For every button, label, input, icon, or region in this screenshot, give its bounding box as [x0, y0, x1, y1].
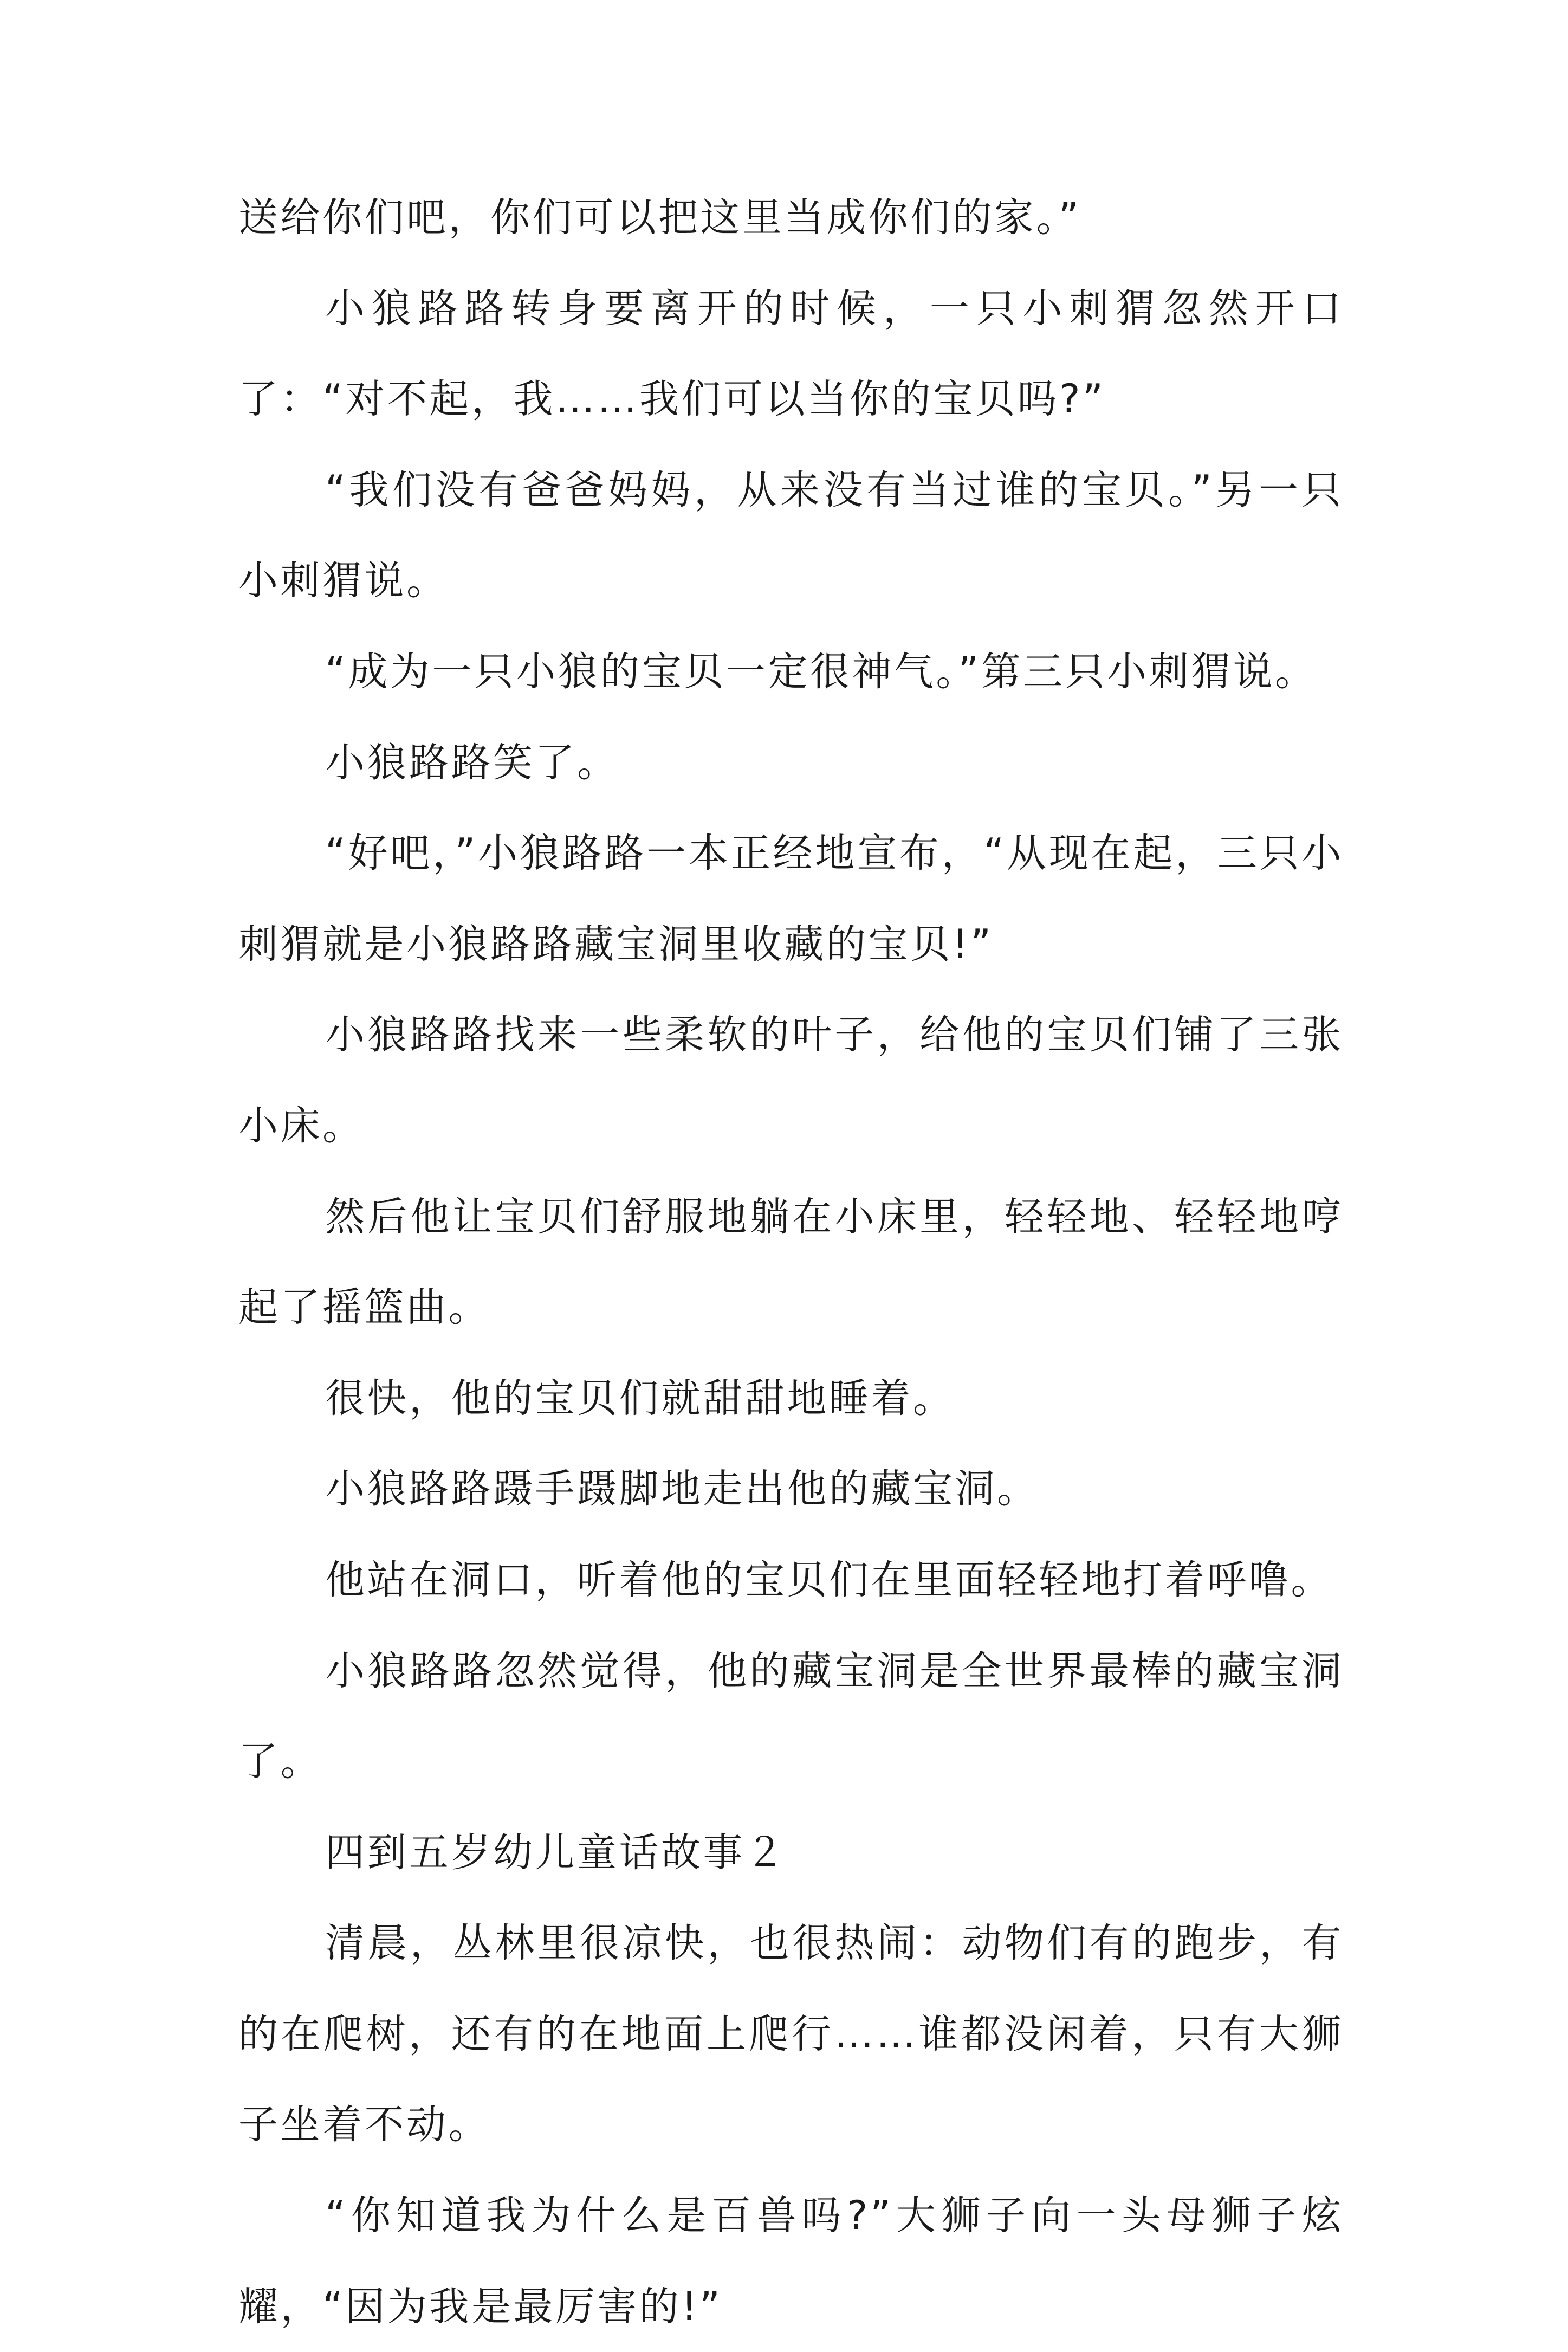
paragraph: 小狼路路找来一些柔软的叶子，给他的宝贝们铺了三张小床。 [238, 1012, 1344, 1149]
paragraph-continuation: 送给你们吧，你们可以把这里当成你们的家。” [238, 195, 1081, 241]
paragraph: 小狼路路忽然觉得，他的藏宝洞是全世界最棒的藏宝洞了。 [238, 1647, 1344, 1785]
paragraph: 小狼路路笑了。 [325, 739, 619, 786]
paragraph: 然后他让宝贝们舒服地躺在小床里，轻轻地、轻轻地哼起了摇篮曲。 [238, 1193, 1344, 1331]
paragraph: 他站在洞口，听着他的宝贝们在里面轻轻地打着呼噜。 [325, 1556, 1333, 1603]
paragraph: 清晨，丛林里很凉快，也很热闹：动物们有的跑步，有的在爬树，还有的在地面上爬行……谁都没闲着，只有大狮子坐着不动。 [238, 1920, 1344, 2148]
paragraph: 小狼路路蹑手蹑脚地走出他的藏宝洞。 [325, 1466, 1039, 1513]
paragraph: 很快，他的宝贝们就甜甜地睡着。 [325, 1375, 955, 1421]
paragraph: 小狼路路转身要离开的时候，一只小刺猬忽然开口了：“对不起，我……我们可以当你的宝贝吗?” [238, 285, 1344, 423]
paragraph: “我们没有爸爸妈妈，从来没有当过谁的宝贝。”另一只小刺猬说。 [238, 467, 1344, 604]
section-title: 四到五岁幼儿童话故事２ [325, 1829, 787, 1876]
paragraph: “你知道我为什么是百兽吗?”大狮子向一头母狮子炫耀，“因为我是最厉害的!” [238, 2193, 1344, 2330]
paragraph: “成为一只小狼的宝贝一定很神气。”第三只小刺猬说。 [325, 648, 1317, 695]
story-text [238, 172, 1344, 2352]
paragraph: “好吧，”小狼路路一本正经地宣布，“从现在起，三只小刺猬就是小狼路路藏宝洞里收藏的宝贝!” [238, 830, 1344, 967]
